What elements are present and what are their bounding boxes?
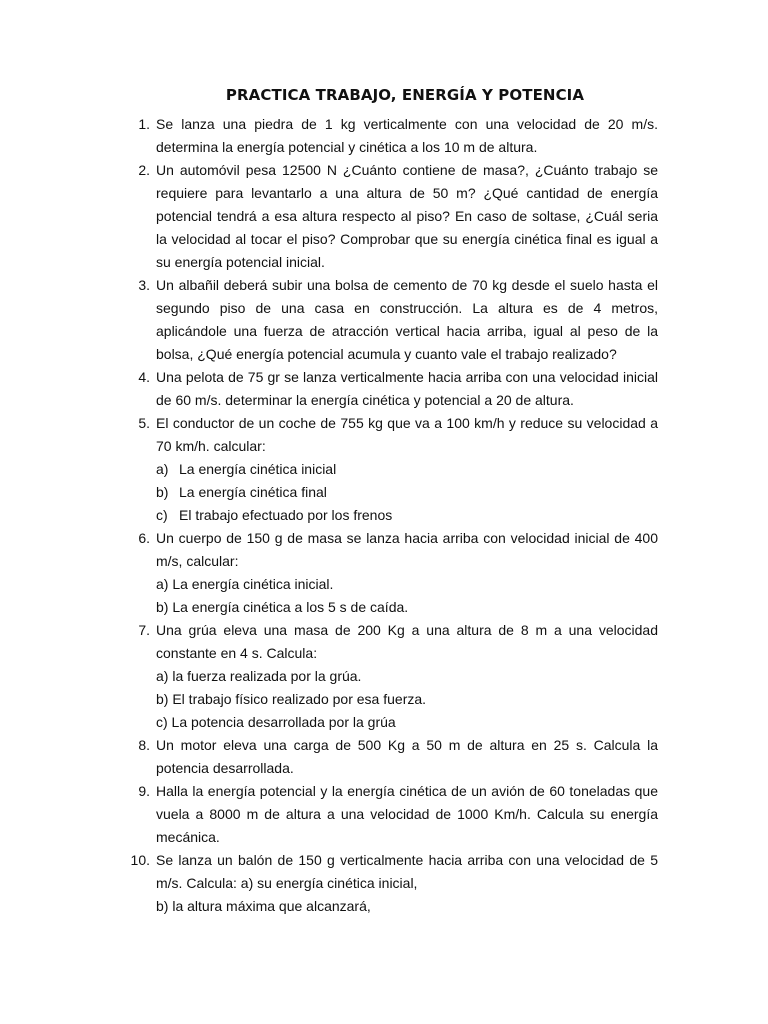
problem-number: 2.	[138, 162, 150, 178]
subitem-letter: c)	[156, 507, 168, 523]
problem-text: Un albañil deberá subir una bolsa de cemento de 70 kg desde el suelo hasta el segundo piso de una casa en construcción. La altura es de 4 metros, aplicándole una fuerza de atracción vertical hacia arriba, igual al peso de la bolsa, ¿Qué energía potencial acumula y cuanto vale el trabajo realizado?	[156, 277, 658, 362]
problem-subitem	[156, 458, 658, 481]
problem-list	[124, 113, 658, 918]
subitem-text: El trabajo efectuado por los frenos	[179, 507, 393, 523]
problem-subitem	[156, 688, 658, 711]
problem-item	[124, 734, 658, 780]
subitem-text: La energía cinética final	[179, 484, 327, 500]
problem-subitem	[156, 481, 658, 504]
problem-number: 3.	[138, 277, 150, 293]
problem-text: Una grúa eleva una masa de 200 Kg a una altura de 8 m a una velocidad constante en 4 s. Calcula:	[156, 622, 658, 661]
problem-item	[124, 113, 658, 159]
document-title: PRACTICA TRABAJO, ENERGÍA Y POTENCIA	[225, 86, 585, 104]
problem-item	[124, 159, 658, 274]
problem-text: Un automóvil pesa 12500 N ¿Cuánto contiene de masa?, ¿Cuánto trabajo se requiere para levantarlo a una altura de 50 m? ¿Qué cantidad de energía potencial tendrá a esa altura respecto al piso? En caso de soltase, ¿Cuál seria la velocidad al tocar el piso? Comprobar que su energía cinética final es igual a su energía potencial inicial.	[156, 162, 658, 270]
subitem-letter: a)	[156, 461, 169, 477]
problem-subitem	[156, 573, 658, 596]
problem-text: El conductor de un coche de 755 kg que va a 100 km/h y reduce su velocidad a 70 km/h. calcular:	[156, 415, 658, 454]
subitem-text: b) la altura máxima que alcanzará,	[156, 898, 371, 914]
subitem-text: La energía cinética inicial	[179, 461, 337, 477]
problem-text: Se lanza una piedra de 1 kg verticalmente con una velocidad de 20 m/s. determina la energía potencial y cinética a los 10 m de altura.	[156, 116, 658, 155]
problem-number: 8.	[138, 737, 150, 753]
problem-subitem	[156, 711, 658, 734]
subitem-letter: b)	[156, 484, 169, 500]
subitem-text: a) La energía cinética inicial.	[156, 576, 334, 592]
problem-item	[124, 780, 658, 849]
problem-item	[124, 849, 658, 918]
problem-number: 5.	[138, 415, 150, 431]
problem-text: Se lanza un balón de 150 g verticalmente hacia arriba con una velocidad de 5 m/s. Calcula: a) su energía cinética inicial,	[156, 852, 658, 891]
problem-subitem	[156, 665, 658, 688]
problem-text: Una pelota de 75 gr se lanza verticalmente hacia arriba con una velocidad inicial de 60 m/s. determinar la energía cinética y potencial a 20 de altura.	[156, 369, 658, 408]
problem-subitem	[156, 596, 658, 619]
problem-text: Un cuerpo de 150 g de masa se lanza hacia arriba con velocidad inicial de 400 m/s, calcular:	[156, 530, 658, 569]
problem-text: Halla la energía potencial y la energía cinética de un avión de 60 toneladas que vuela a 8000 m de altura a una velocidad de 1000 Km/h. Calcula su energía mecánica.	[156, 783, 658, 845]
problem-number: 6.	[138, 530, 150, 546]
problem-item	[124, 274, 658, 366]
subitem-text: c) La potencia desarrollada por la grúa	[156, 714, 396, 730]
problem-item	[124, 619, 658, 734]
problem-text: Un motor eleva una carga de 500 Kg a 50 m de altura en 25 s. Calcula la potencia desarrollada.	[156, 737, 658, 776]
problem-subitem	[156, 504, 658, 527]
problem-number: 4.	[138, 369, 150, 385]
problem-number: 9.	[138, 783, 150, 799]
problem-item	[124, 527, 658, 619]
subitem-text: a) la fuerza realizada por la grúa.	[156, 668, 362, 684]
problem-number: 7.	[138, 622, 150, 638]
subitem-text: b) La energía cinética a los 5 s de caída.	[156, 599, 409, 615]
problem-item	[124, 412, 658, 527]
problem-number: 1.	[138, 116, 150, 132]
subitem-text: b) El trabajo físico realizado por esa fuerza.	[156, 691, 427, 707]
problem-item	[124, 366, 658, 412]
problem-number: 10.	[130, 852, 150, 868]
problem-subitem	[156, 895, 658, 918]
